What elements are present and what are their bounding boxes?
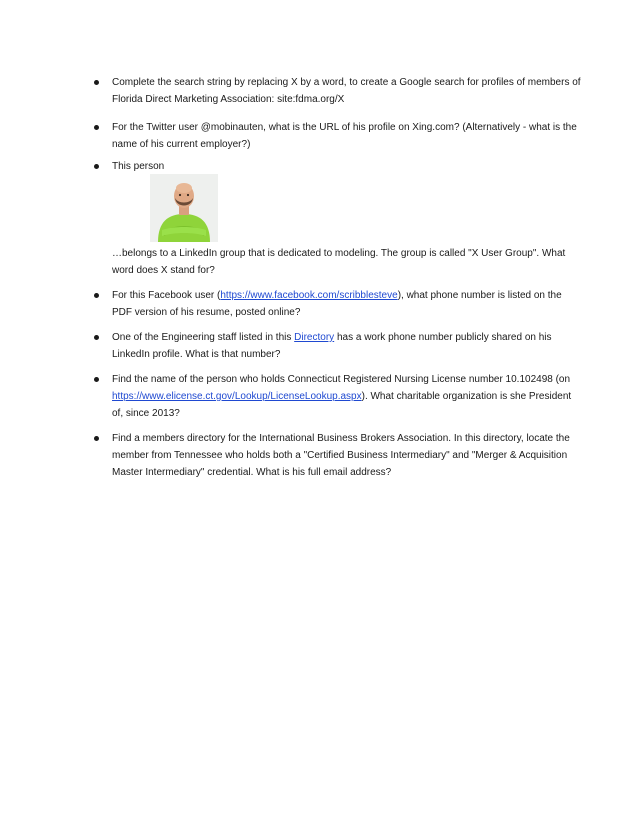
- question-text: of, since 2013?: [112, 408, 180, 419]
- question-item-3-continued: [112, 245, 564, 279]
- bullet-icon: [94, 335, 99, 340]
- question-text: Florida Direct Marketing Association: site:fdma.org/X: [112, 94, 345, 105]
- text-segment: One of the Engineering staff listed in this: [112, 332, 295, 343]
- bullet-icon: [94, 80, 99, 85]
- question-text: …belongs to a LinkedIn group that is dedicated to modeling. The group is called "X User Group". What: [112, 248, 566, 259]
- question-text: This person: [112, 161, 165, 172]
- text-segment: ). What charitable organization is she President: [361, 391, 572, 402]
- question-text: [112, 287, 564, 304]
- question-item-2: [112, 119, 577, 153]
- bullet-icon: [94, 436, 99, 441]
- question-text: LinkedIn profile. What is that number?: [112, 349, 281, 360]
- question-item-3: [112, 158, 564, 175]
- person-photo: [150, 174, 218, 242]
- question-text: [112, 388, 572, 405]
- question-text: member from Tennessee who holds both a "Certified Business Intermediary" and "Merger & Acquisition: [112, 450, 568, 461]
- bullet-icon: [94, 377, 99, 382]
- question-text: name of his current employer?): [112, 139, 251, 150]
- question-item-5: [112, 329, 564, 363]
- facebook-profile-link[interactable]: https://www.facebook.com/scribblesteve: [220, 290, 398, 301]
- directory-link[interactable]: Directory: [294, 332, 335, 343]
- question-item-4: [112, 287, 564, 321]
- bullet-icon: [94, 293, 99, 298]
- question-text: For the Twitter user @mobinauten, what is the URL of his profile on Xing.com? (Alternatively - what is the: [112, 122, 577, 133]
- person-photo-image: [150, 174, 218, 242]
- question-item-6: [112, 371, 572, 422]
- bullet-icon: [94, 125, 99, 130]
- question-item-1: [112, 74, 581, 108]
- bullet-icon: [94, 164, 99, 169]
- text-segment: ), what phone number is listed on the: [397, 290, 562, 301]
- question-text: Master Intermediary" credential. What is his full email address?: [112, 467, 392, 478]
- question-item-7: [112, 430, 570, 481]
- question-text: [112, 329, 564, 346]
- text-segment: For this Facebook user (: [112, 290, 221, 301]
- text-segment: has a work phone number publicly shared on his: [334, 332, 552, 343]
- question-text: Find a members directory for the International Business Brokers Association. In this directory, locate the: [112, 433, 570, 444]
- elicense-lookup-link[interactable]: https://www.elicense.ct.gov/Lookup/LicenseLookup.aspx: [112, 391, 362, 402]
- question-text: Find the name of the person who holds Connecticut Registered Nursing License number 10.102498 (on: [112, 374, 571, 385]
- question-text: word does X stand for?: [112, 265, 215, 276]
- question-text: PDF version of his resume, posted online?: [112, 307, 301, 318]
- question-text: Complete the search string by replacing X by a word, to create a Google search for profiles of members of: [112, 77, 581, 88]
